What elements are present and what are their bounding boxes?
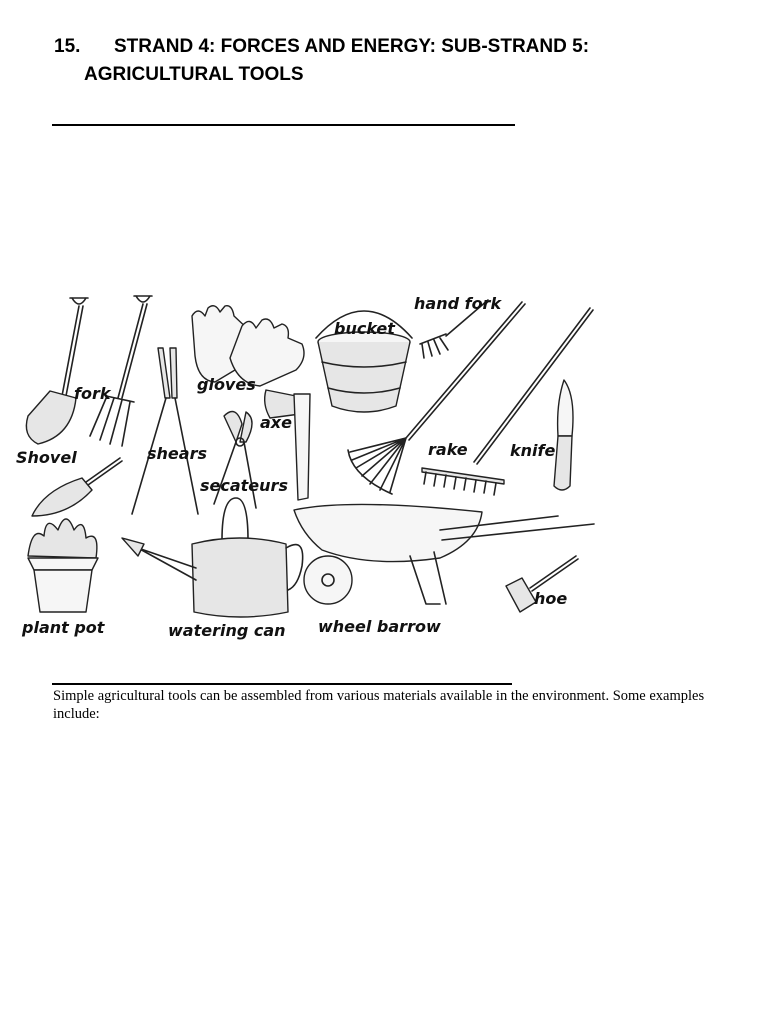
label-wheel-barrow: wheel barrow bbox=[318, 617, 441, 636]
label-shovel: Shovel bbox=[16, 448, 77, 467]
label-shears: shears bbox=[147, 444, 207, 463]
intro-paragraph: Simple agricultural tools can be assembled from various materials available in the environment. Some examples include: bbox=[53, 688, 705, 722]
label-secateurs: secateurs bbox=[200, 476, 288, 495]
agricultural-tools-illustration bbox=[10, 286, 610, 646]
label-hand-fork: hand fork bbox=[414, 294, 502, 313]
label-plant-pot: plant pot bbox=[22, 618, 105, 637]
label-watering-can: watering can bbox=[168, 621, 286, 640]
label-bucket: bucket bbox=[334, 319, 395, 338]
label-knife: knife bbox=[510, 441, 556, 460]
label-gloves: gloves bbox=[197, 375, 256, 394]
heading-line-1: STRAND 4: FORCES AND ENERGY: SUB-STRAND 5: bbox=[114, 36, 590, 57]
plant-pot-drawing bbox=[28, 519, 98, 612]
shovel-drawing bbox=[26, 298, 88, 444]
section-heading bbox=[54, 33, 744, 89]
middle-divider bbox=[52, 683, 512, 685]
label-rake: rake bbox=[428, 440, 468, 459]
section-number: 15. bbox=[54, 36, 81, 57]
label-hoe: hoe bbox=[534, 589, 568, 608]
watering-can-drawing bbox=[122, 498, 303, 617]
label-fork: fork bbox=[74, 384, 111, 403]
shears-drawing bbox=[132, 348, 198, 514]
label-axe: axe bbox=[260, 413, 292, 432]
tools-drawing bbox=[10, 286, 610, 646]
knife-drawing bbox=[554, 380, 573, 490]
fork-drawing bbox=[90, 296, 152, 446]
gloves-drawing bbox=[192, 306, 304, 386]
heading-line-2: AGRICULTURAL TOOLS bbox=[84, 64, 304, 85]
top-divider bbox=[52, 124, 515, 126]
